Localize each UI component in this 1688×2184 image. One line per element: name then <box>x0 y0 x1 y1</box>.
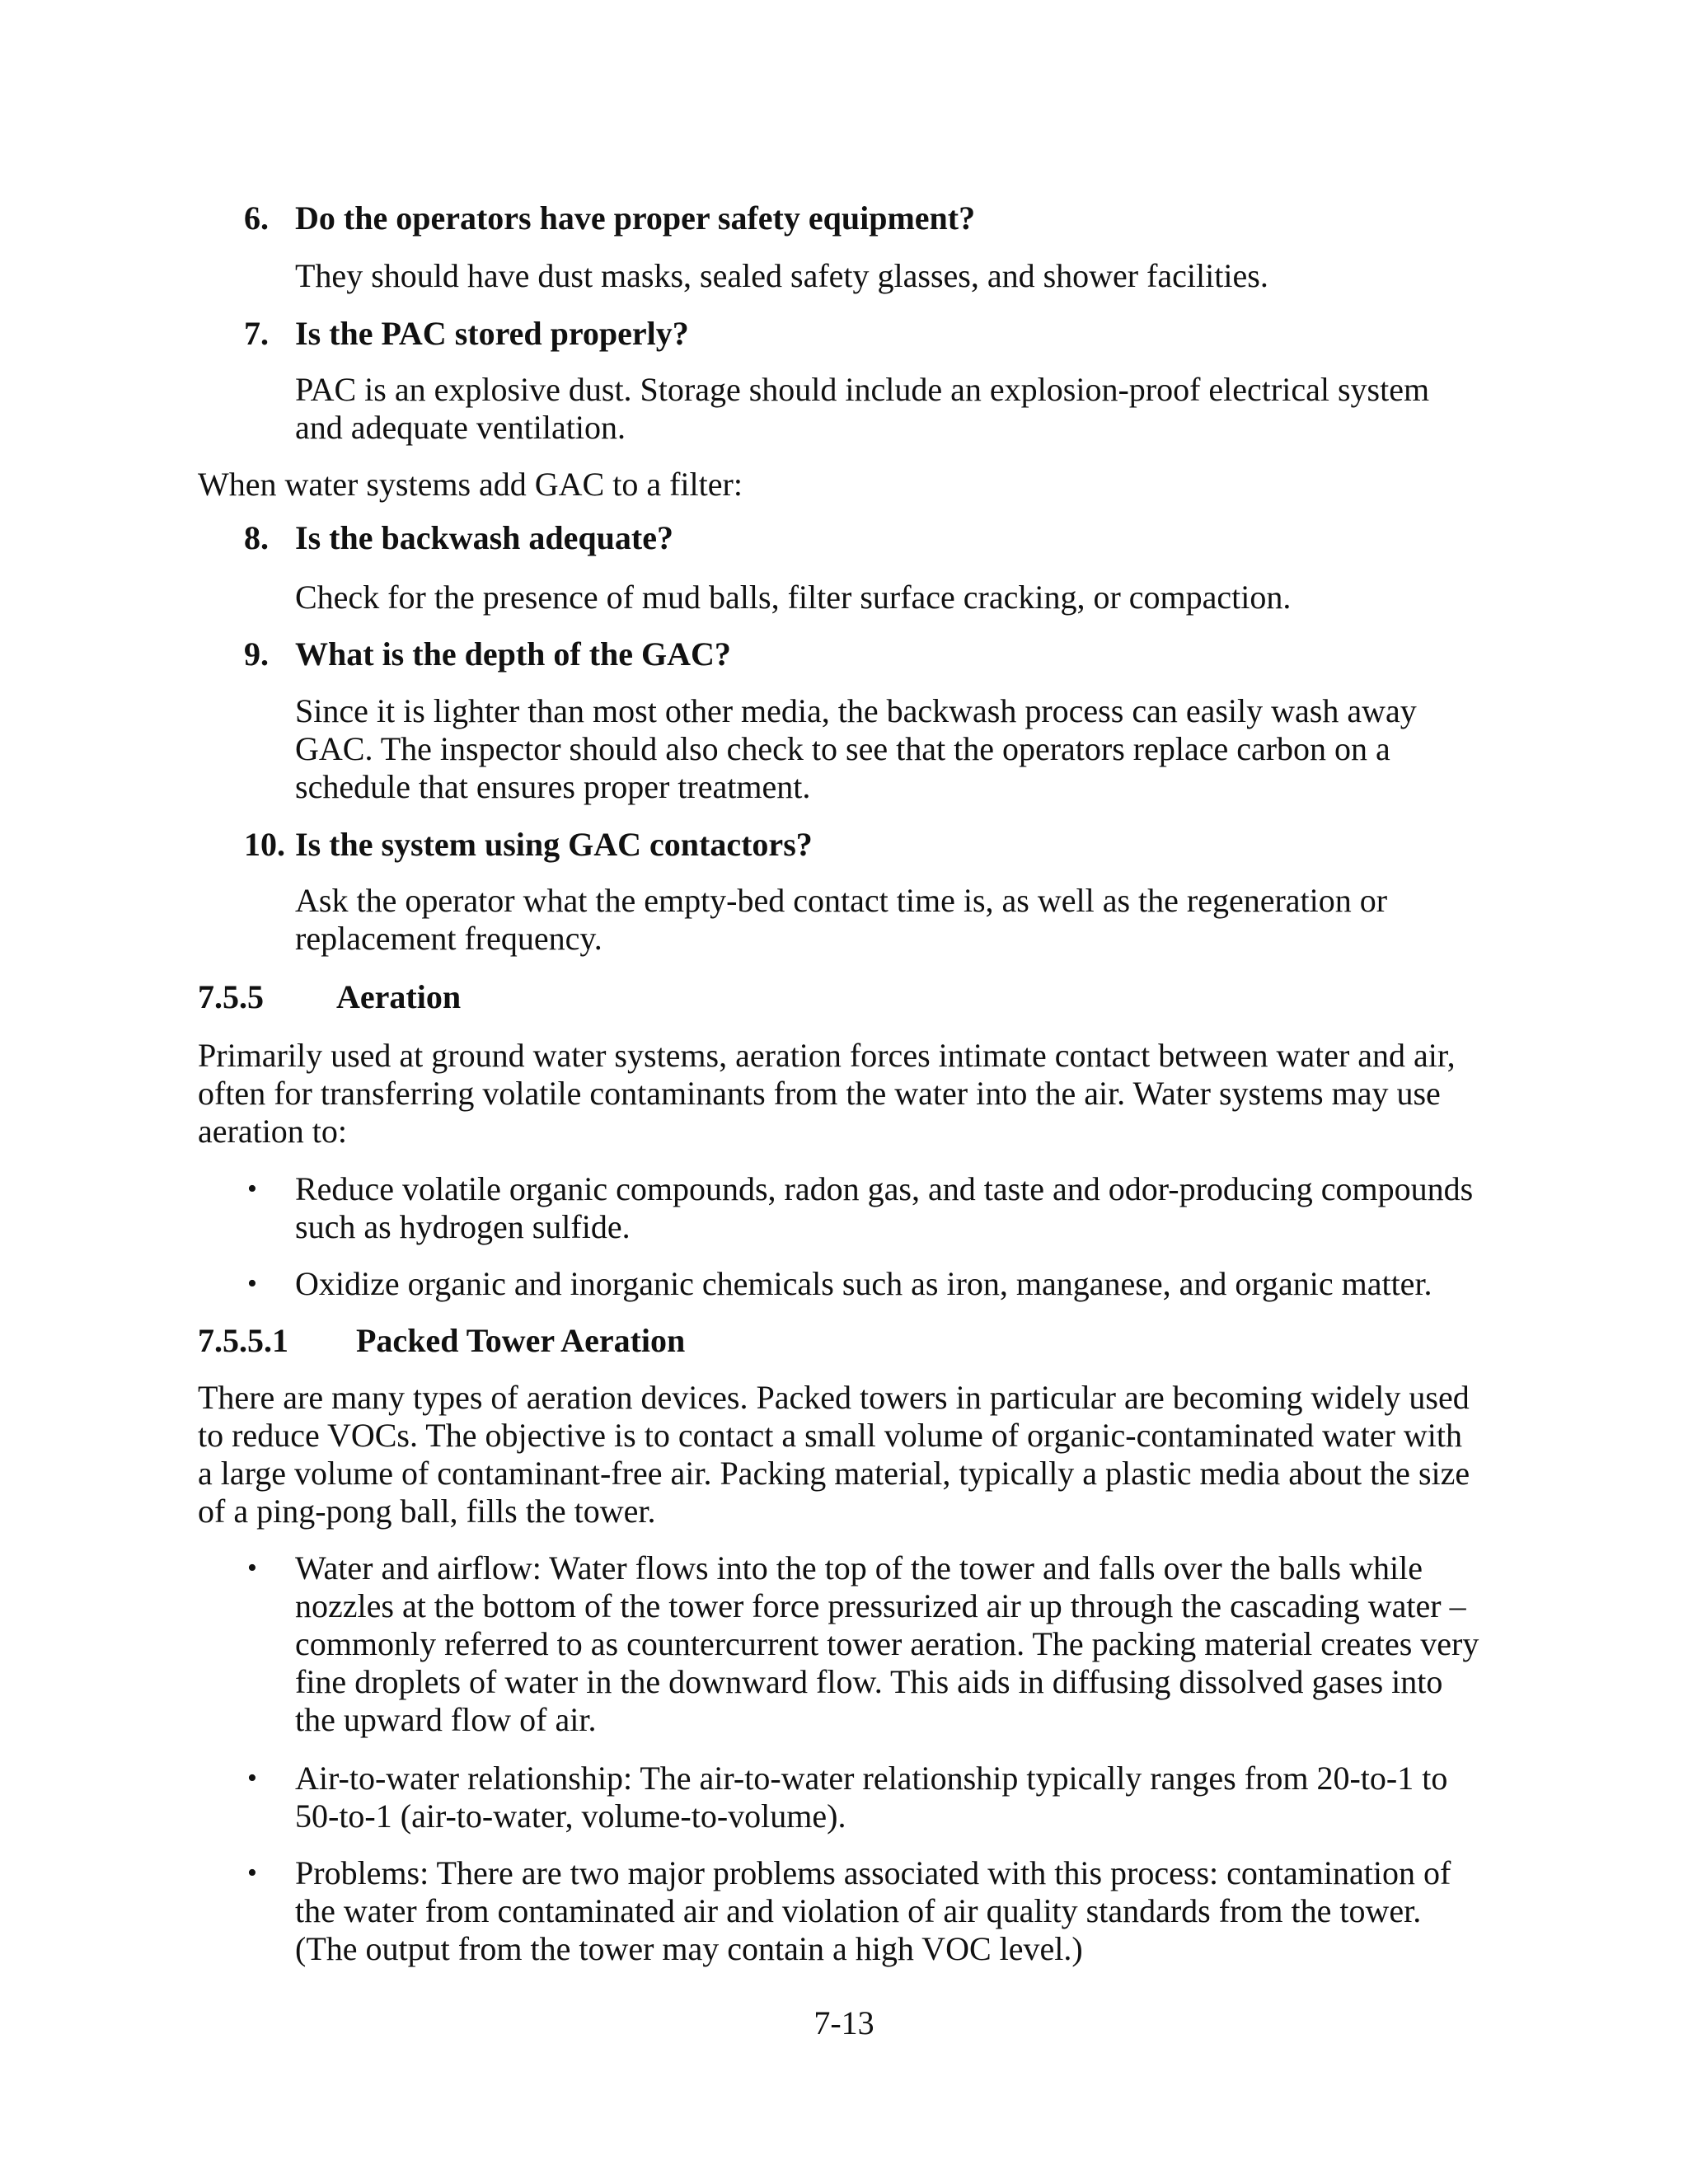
answer-text: They should have dust masks, sealed safety glasses, and shower facilities. <box>295 257 1268 294</box>
section-title: Aeration <box>336 978 462 1015</box>
subsection-number: 7.5.5.1 <box>198 1322 288 1359</box>
question-heading: What is the depth of the GAC? <box>295 635 731 673</box>
section-number: 7.5.5 <box>198 978 264 1015</box>
intro-paragraph: When water systems add GAC to a filter: <box>198 466 743 503</box>
question-number: 6. <box>244 199 269 237</box>
question-heading: Is the backwash adequate? <box>295 519 673 556</box>
question-number: 10. <box>244 826 285 863</box>
answer-text: Check for the presence of mud balls, filter surface cracking, or compaction. <box>295 579 1292 616</box>
bullet-icon: • <box>247 1763 257 1793</box>
bullet-icon: • <box>247 1174 257 1204</box>
bullet-icon: • <box>247 1553 257 1583</box>
answer-text: PAC is an explosive dust. Storage should include an explosion-proof electrical system and adequate ventilation. <box>295 371 1430 446</box>
bullet-item: Reduce volatile organic compounds, radon gas, and taste and odor-producing compounds such as hydrogen sulfide. <box>295 1170 1474 1245</box>
question-number: 9. <box>244 635 269 673</box>
bullet-item: Air-to-water relationship: The air-to-water relationship typically ranges from 20-to-1 to 50-to-1 (air-to-water, volume-to-volume). <box>295 1760 1448 1835</box>
question-heading: Do the operators have proper safety equipment? <box>295 199 976 237</box>
bullet-item: Oxidize organic and inorganic chemicals such as iron, manganese, and organic matter. <box>295 1265 1432 1302</box>
bullet-item: Problems: There are two major problems associated with this process: contamination of the water from contaminated air and violation of air quality standards from the tower. (The output from the tower may contain a high VOC level.) <box>295 1854 1451 1967</box>
question-heading: Is the system using GAC contactors? <box>295 826 813 863</box>
answer-text: Ask the operator what the empty-bed contact time is, as well as the regeneration or replacement frequency. <box>295 882 1388 957</box>
question-heading: Is the PAC stored properly? <box>295 315 689 352</box>
subsection-title: Packed Tower Aeration <box>356 1322 686 1359</box>
bullet-icon: • <box>247 1268 257 1299</box>
question-number: 8. <box>244 519 269 556</box>
bullet-item: Water and airflow: Water flows into the top of the tower and falls over the balls while nozzles at the bottom of the tower force pressurized air up through the cascading water – commonly referred to as countercurrent tower aeration. The packing material creates very fine droplets of water in the downward flow. This aids in diffusing dissolved gases into the upward flow of air. <box>295 1549 1479 1738</box>
bullet-icon: • <box>247 1858 257 1888</box>
page-number: 7-13 <box>814 2004 874 2041</box>
section-body: Primarily used at ground water systems, aeration forces intimate contact between water and air, often for transferring volatile contaminants from the water into the air. Water systems may use aeration to: <box>198 1037 1456 1150</box>
section-body: There are many types of aeration devices. Packed towers in particular are becoming widely used to reduce VOCs. The objective is to contact a small volume of organic-contaminated water with a large volume of contaminant-free air. Packing material, typically a plastic media about the size of a ping-pong ball, fills the tower. <box>198 1379 1470 1530</box>
question-number: 7. <box>244 315 269 352</box>
answer-text: Since it is lighter than most other media, the backwash process can easily wash away GAC. The inspector should also check to see that the operators replace carbon on a schedule that ensures proper treatment. <box>295 692 1417 805</box>
